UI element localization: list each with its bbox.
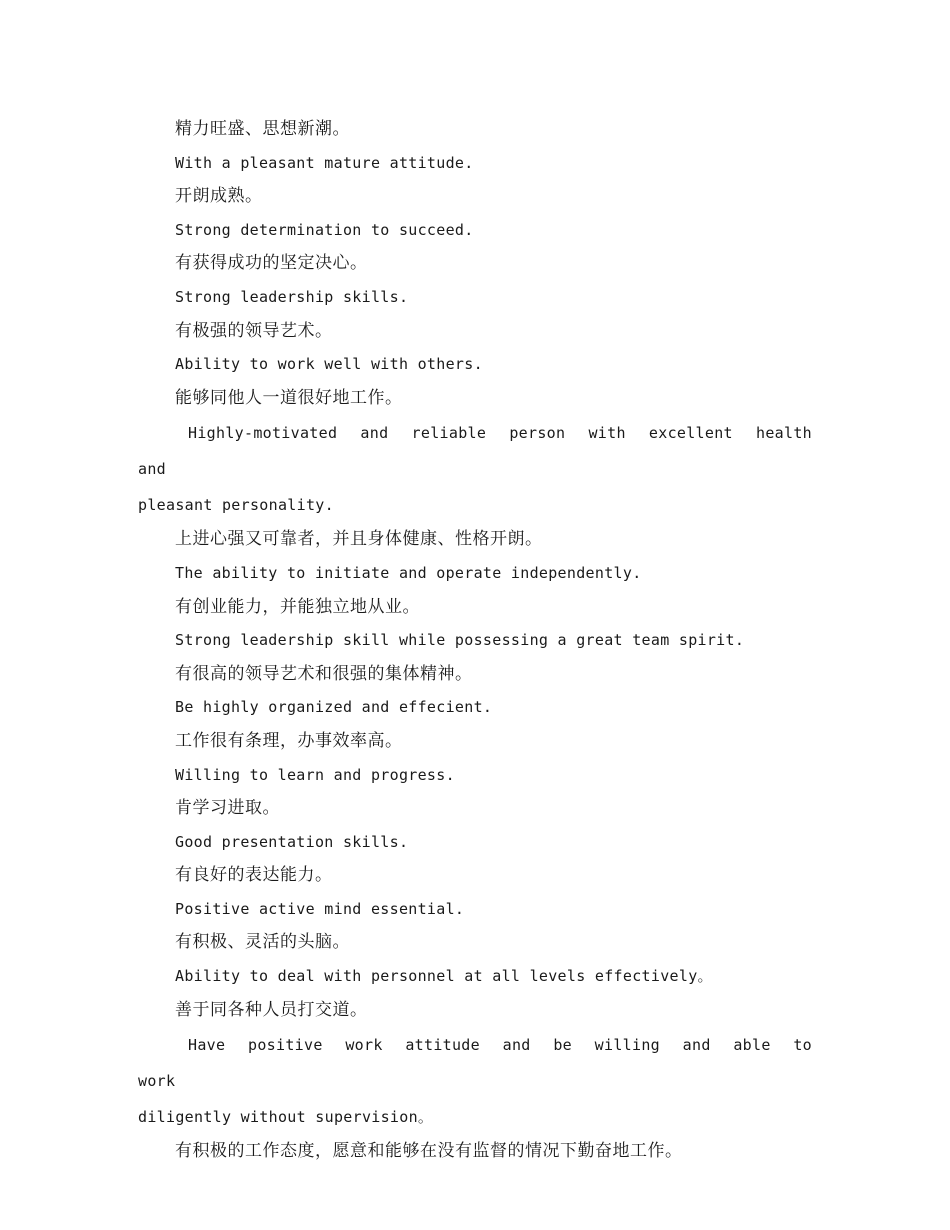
text-line: 上进心强又可靠者，并且身体健康、性格开朗。 xyxy=(175,529,543,550)
text-line: 能够同他人一道很好地工作。 xyxy=(175,387,403,408)
text-line: Ability to work well with others. xyxy=(175,355,483,374)
text-line: The ability to initiate and operate independently. xyxy=(175,563,642,582)
text-line: Willing to learn and progress. xyxy=(175,765,455,784)
paragraph-line: pleasant personality. xyxy=(138,496,334,515)
text-line: Strong leadership skill while possessing a great team spirit. xyxy=(175,631,745,650)
text-line: 工作很有条理，办事效率高。 xyxy=(175,730,403,751)
text-line: 善于同各种人员打交道。 xyxy=(175,999,368,1020)
paragraph-motivated xyxy=(138,415,812,523)
text-line: Strong determination to succeed. xyxy=(175,220,474,239)
text-line: Ability to deal with personnel at all levels effectively。 xyxy=(175,967,713,986)
paragraph-line: Highly-motivated and reliable person with excellent health and xyxy=(138,424,812,479)
text-line: 有极强的领导艺术。 xyxy=(175,320,333,341)
text-line: 有积极、灵活的头脑。 xyxy=(175,932,350,953)
text-line: 有良好的表达能力。 xyxy=(175,865,333,886)
paragraph-attitude xyxy=(138,1027,812,1135)
text-line: 精力旺盛、思想新潮。 xyxy=(175,119,350,139)
text-line: 有创业能力，并能独立地从业。 xyxy=(175,596,420,617)
text-line: 开朗成熟。 xyxy=(175,186,263,207)
paragraph-line: Have positive work attitude and be willing and able to work xyxy=(138,1036,812,1091)
text-line: With a pleasant mature attitude. xyxy=(175,153,474,172)
paragraph-line: diligently without supervision。 xyxy=(138,1108,434,1127)
text-line: 有积极的工作态度，愿意和能够在没有监督的情况下勤奋地工作。 xyxy=(175,1141,683,1162)
text-line: Good presentation skills. xyxy=(175,832,409,851)
text-line: 有获得成功的坚定决心。 xyxy=(175,253,368,274)
text-line: Positive active mind essential. xyxy=(175,899,465,918)
text-line: Strong leadership skills. xyxy=(175,287,409,306)
text-line: 肯学习进取。 xyxy=(175,798,280,819)
text-line: 有很高的领导艺术和很强的集体精神。 xyxy=(175,663,473,684)
document-body xyxy=(138,113,812,1169)
text-line: Be highly organized and effecient. xyxy=(175,698,493,717)
